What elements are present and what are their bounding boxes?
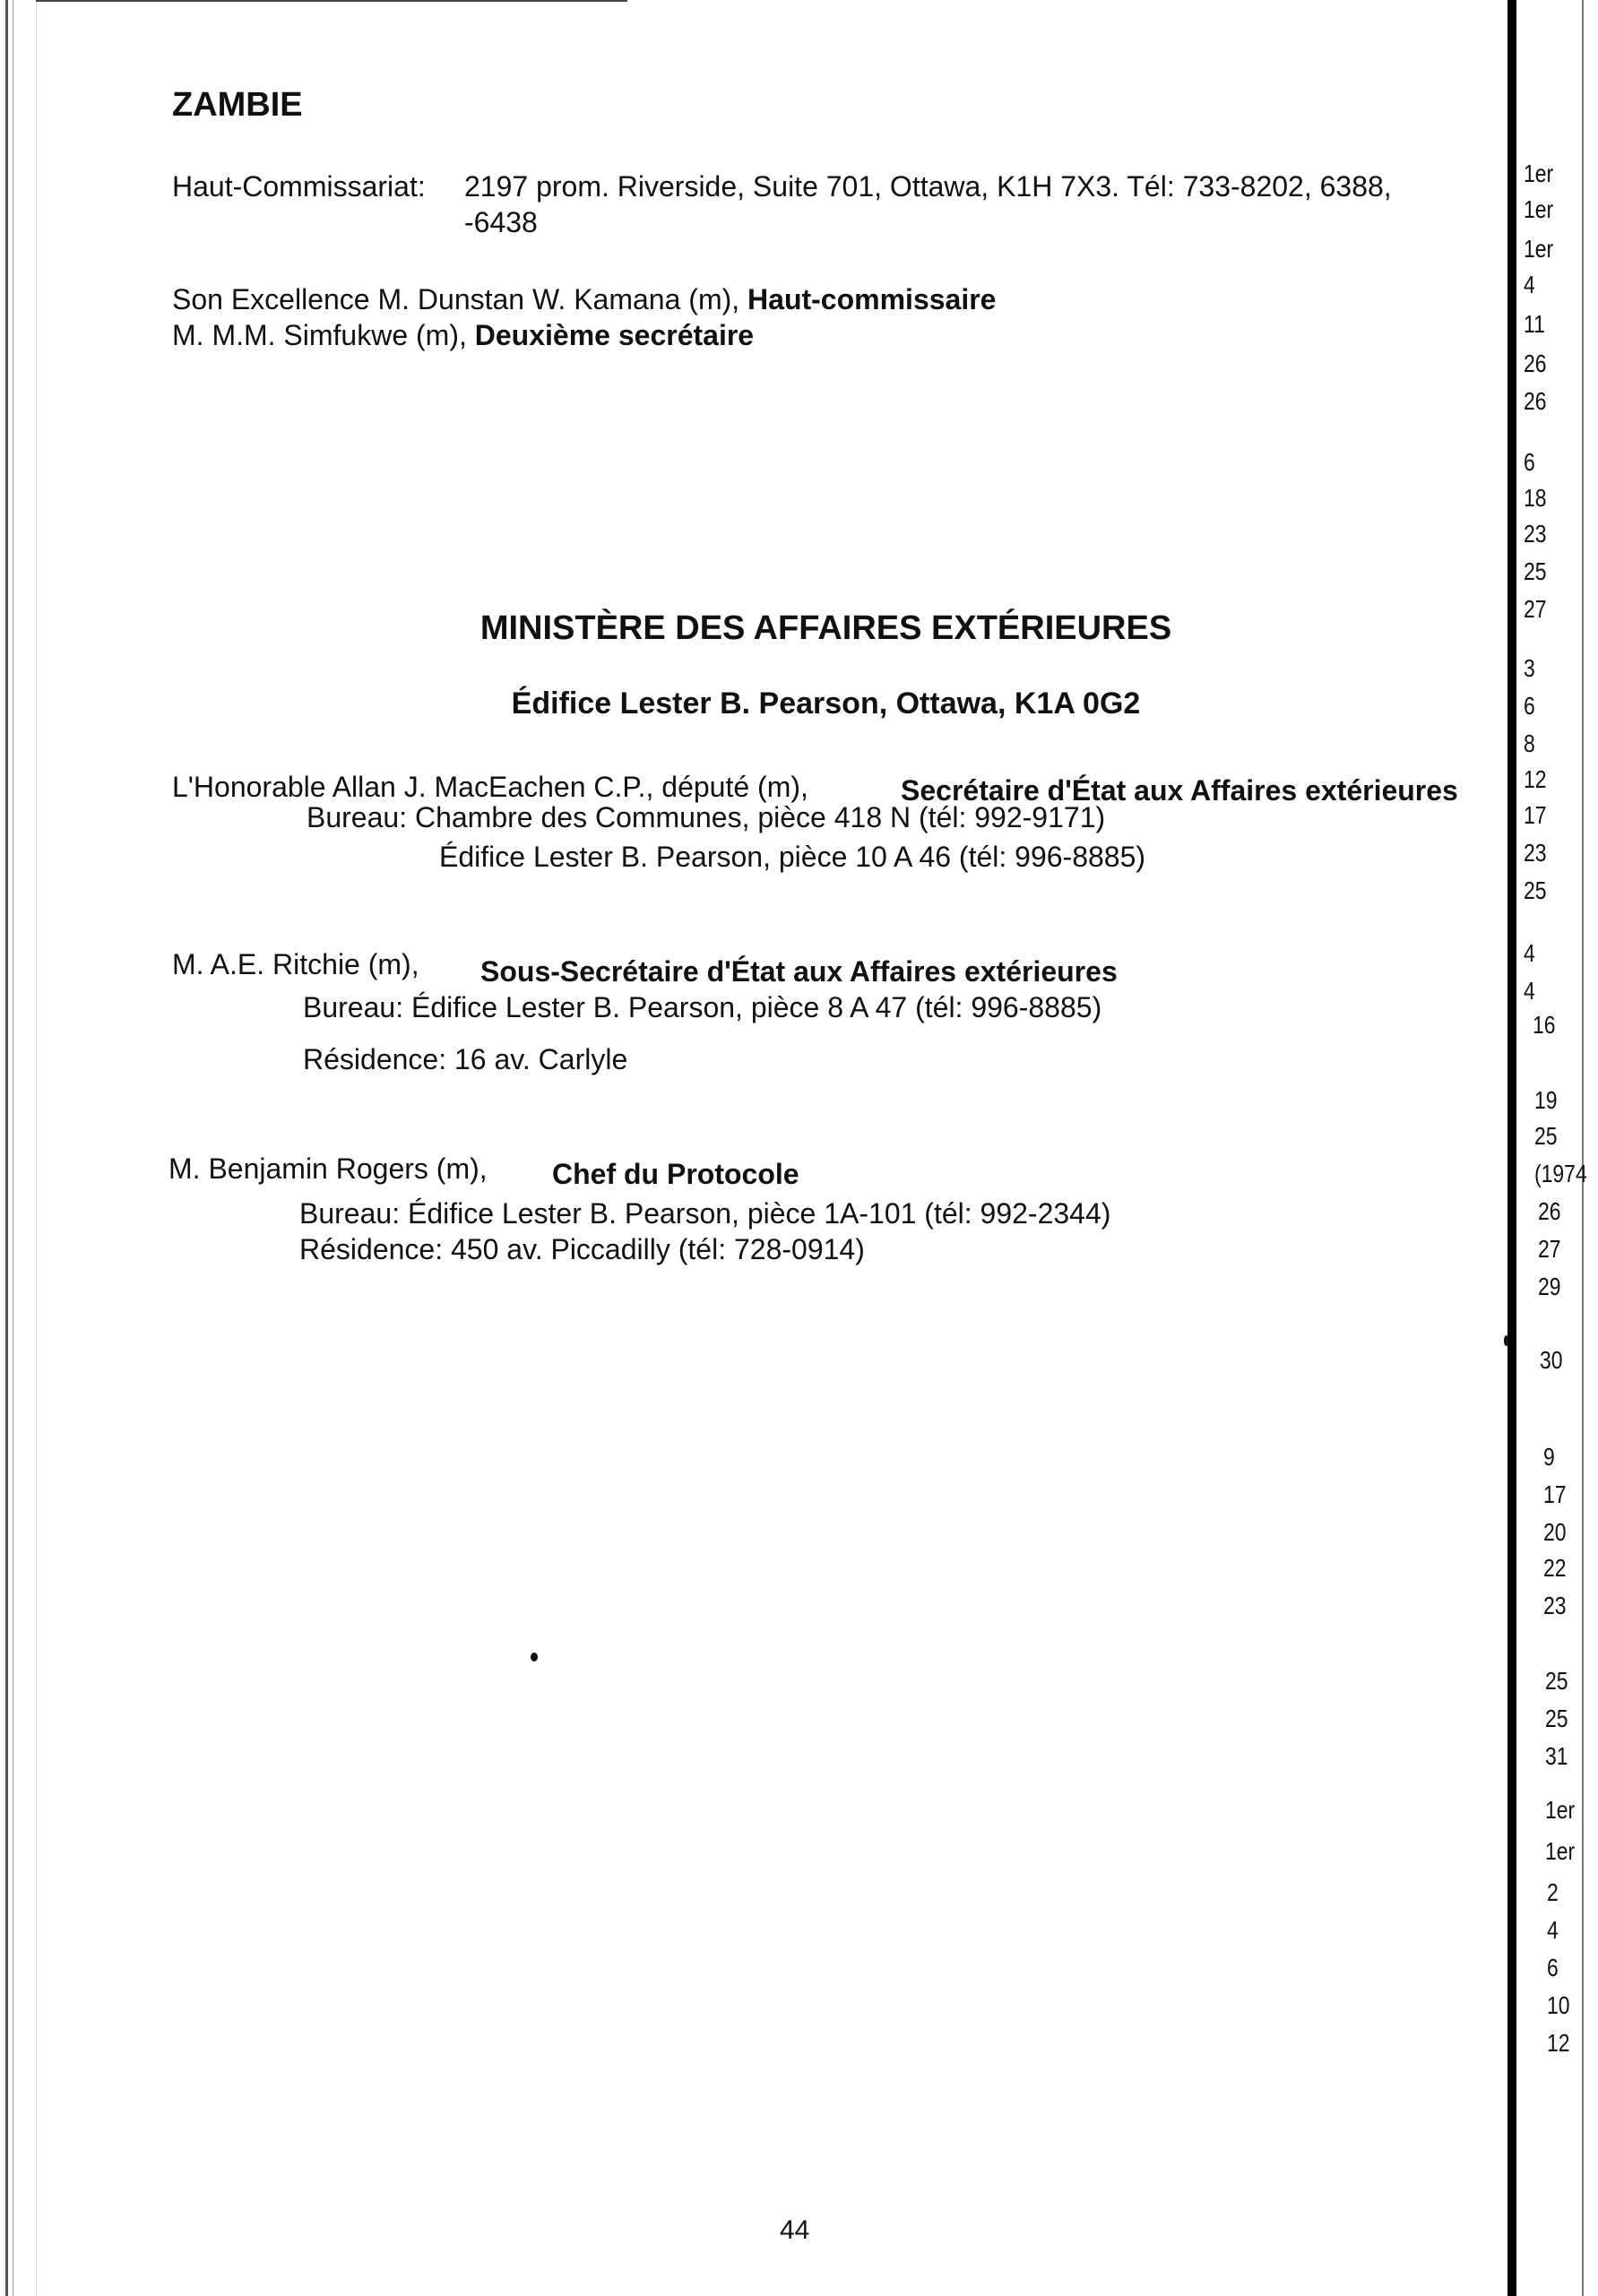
scan-top-rule xyxy=(36,0,627,2)
margin-number: 4 xyxy=(1524,939,1535,967)
margin-number: 1er xyxy=(1524,160,1554,187)
margin-number: 1er xyxy=(1545,1837,1576,1865)
margin-number: 31 xyxy=(1545,1742,1568,1770)
margin-number: 16 xyxy=(1533,1011,1556,1039)
official-office-line: Édifice Lester B. Pearson, pièce 10 A 46 (tél: 996-8885) xyxy=(439,841,1146,873)
margin-number: 25 xyxy=(1524,876,1547,904)
margin-number: 12 xyxy=(1524,765,1547,793)
margin-number: 8 xyxy=(1524,729,1535,757)
official-office-line: Bureau: Édifice Lester B. Pearson, pièce 1A-101 (tél: 992-2344) xyxy=(299,1197,1111,1230)
margin-number: 27 xyxy=(1538,1235,1561,1263)
margin-number: 23 xyxy=(1524,520,1547,548)
margin-number: 30 xyxy=(1540,1346,1563,1374)
margin-number: 6 xyxy=(1547,1954,1559,1981)
zambia-staff-row xyxy=(172,319,754,352)
margin-number: 23 xyxy=(1543,1592,1567,1619)
margin-number: 18 xyxy=(1524,484,1547,512)
scan-speck xyxy=(531,1653,538,1662)
ministry-address: Édifice Lester B. Pearson, Ottawa, K1A 0G2 xyxy=(511,686,1141,721)
margin-number: 23 xyxy=(1524,839,1547,867)
official-name: M. Benjamin Rogers (m), xyxy=(168,1152,488,1185)
margin-number: 25 xyxy=(1534,1122,1558,1150)
page-number: 44 xyxy=(780,2215,810,2245)
zambia-mission-address-cont: -6438 xyxy=(464,206,538,238)
margin-number: 4 xyxy=(1524,977,1535,1005)
margin-number: 17 xyxy=(1524,801,1547,829)
margin-number: 6 xyxy=(1524,692,1535,720)
staff-name: Son Excellence M. Dunstan W. Kamana (m), xyxy=(172,283,740,315)
official-residence-line: Résidence: 16 av. Carlyle xyxy=(303,1043,628,1075)
margin-number: 29 xyxy=(1538,1273,1561,1300)
margin-number: 26 xyxy=(1524,350,1547,377)
margin-number: 25 xyxy=(1545,1667,1568,1695)
margin-number: 1er xyxy=(1524,195,1554,223)
margin-number: 9 xyxy=(1543,1443,1555,1471)
official-office-line: Bureau: Édifice Lester B. Pearson, pièce 8 A 47 (tél: 996-8885) xyxy=(303,991,1102,1023)
margin-number: 26 xyxy=(1524,387,1547,415)
margin-number: 4 xyxy=(1524,271,1535,298)
next-page-gutter xyxy=(1507,0,1516,2296)
margin-number: 1er xyxy=(1524,235,1554,263)
margin-number: 1er xyxy=(1545,1796,1576,1824)
margin-number: 2 xyxy=(1547,1878,1559,1906)
margin-number: 17 xyxy=(1543,1480,1567,1508)
staff-name: M. M.M. Simfukwe (m), xyxy=(172,319,467,351)
next-page-edge xyxy=(1582,0,1584,2296)
margin-number: 27 xyxy=(1524,595,1547,623)
margin-number: 25 xyxy=(1524,557,1547,585)
scan-left-edge xyxy=(0,0,54,2296)
official-name: L'Honorable Allan J. MacEachen C.P., député (m), xyxy=(172,771,808,803)
margin-number: 22 xyxy=(1543,1554,1567,1582)
margin-number: 4 xyxy=(1547,1916,1559,1944)
zambia-heading: ZAMBIE xyxy=(172,86,303,124)
ministry-heading: MINISTÈRE DES AFFAIRES EXTÉRIEURES xyxy=(479,609,1172,647)
margin-number: 10 xyxy=(1547,1991,1570,2019)
scan-speck xyxy=(1504,1335,1508,1346)
zambia-mission-label: Haut-Commissariat: xyxy=(172,170,426,203)
margin-number: 3 xyxy=(1524,654,1535,682)
staff-title: Deuxième secrétaire xyxy=(474,319,755,351)
official-title: Chef du Protocole xyxy=(552,1158,799,1190)
staff-title: Haut-commissaire xyxy=(747,283,997,315)
margin-number: 19 xyxy=(1534,1086,1558,1114)
margin-number: 25 xyxy=(1545,1705,1568,1732)
official-title: Secrétaire d'État aux Affaires extérieures xyxy=(901,774,1458,807)
official-residence-line: Résidence: 450 av. Piccadilly (tél: 728-0914) xyxy=(299,1233,865,1265)
margin-number: (1974 xyxy=(1534,1160,1587,1187)
margin-number: 6 xyxy=(1524,448,1535,476)
zambia-staff-row xyxy=(172,283,996,316)
official-title: Sous-Secrétaire d'État aux Affaires extérieures xyxy=(480,955,1118,988)
official-name: M. A.E. Ritchie (m), xyxy=(172,948,419,980)
official-office-line: Bureau: Chambre des Communes, pièce 418 N (tél: 992-9171) xyxy=(307,801,1106,833)
margin-number: 26 xyxy=(1538,1197,1561,1225)
margin-number: 12 xyxy=(1547,2029,1570,2057)
margin-number: 20 xyxy=(1543,1518,1567,1546)
margin-number: 11 xyxy=(1524,310,1545,338)
zambia-mission-address: 2197 prom. Riverside, Suite 701, Ottawa, K1H 7X3. Tél: 733-8202, 6388, xyxy=(464,170,1392,203)
